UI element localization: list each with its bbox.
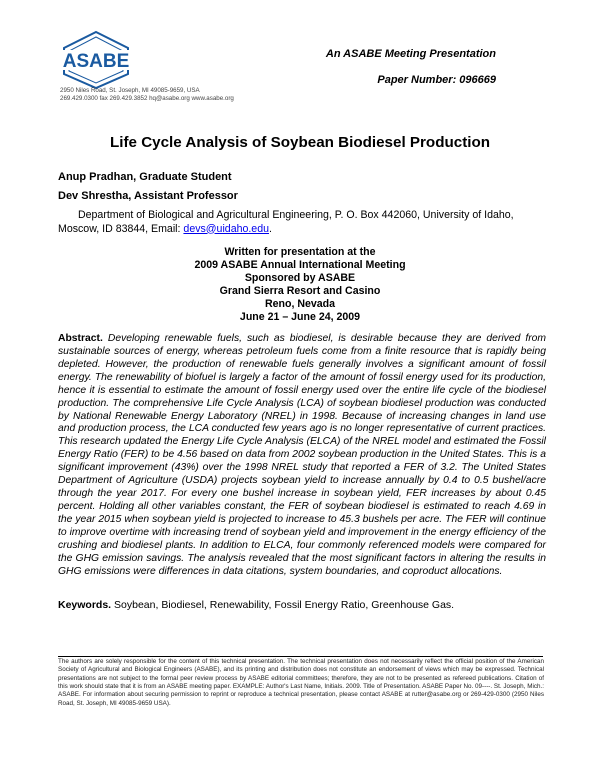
presentation-label: An ASABE Meeting Presentation [325, 48, 496, 60]
author-2: Dev Shrestha, Assistant Professor [58, 190, 238, 202]
abstract [58, 333, 546, 579]
keywords-label: Keywords. [58, 599, 112, 611]
conference-line: Reno, Nevada [264, 298, 336, 310]
footnote-divider [58, 656, 543, 657]
organization-address [60, 87, 280, 104]
address-line-2: 269.429.0300 fax 269.429.3852 hq@asabe.org www.asabe.org [60, 95, 234, 103]
footnote: The authors are solely responsible for the content of this technical presentation. The technical presentation does not necessarily reflect the official position of the American Society of Agricultural and Biological Engineers (ASABE), and its printing and distribution does not constitute an endorsement of views which may be expressed. Technical presentations are not subject to the formal peer review process by ASABE editorial committees; therefore, they are not to be presented as refereed publications. Citation of this work should state that it is from an ASABE meeting paper. EXAMPLE: Author's Last Name, Initials. 2009. Title of Presentation. ASABE Paper No. 09----. St. Joseph, Mich.: ASABE. For information about securing permission to reprint or reproduce a technical presentation, please contact ASABE at rutter@asabe.org or 269-429-0300 (2950 Niles Road, St. Joseph, MI 49085-9659 USA). [58, 658, 544, 707]
conference-line: 2009 ASABE Annual International Meeting [194, 259, 406, 271]
conference-info [0, 246, 600, 324]
affiliation-text: Department of Biological and Agricultural Engineering, P. O. Box 442060, University of Idaho, Moscow, ID 83844, Email: [58, 209, 514, 235]
conference-line: Written for presentation at the [224, 246, 376, 258]
keywords-text: Soybean, Biodiesel, Renewability, Fossil Energy Ratio, Greenhouse Gas. [114, 599, 455, 611]
conference-line: Grand Sierra Resort and Casino [219, 285, 381, 297]
keywords [58, 599, 548, 611]
conference-line: Sponsored by ASABE [244, 272, 356, 284]
paper-title: Life Cycle Analysis of Soybean Biodiesel Production [109, 134, 491, 151]
conference-line: June 21 – June 24, 2009 [239, 311, 361, 323]
affiliation-end: . [268, 222, 272, 235]
logo-text: ASABE [62, 51, 130, 72]
address-line-1: 2950 Niles Road, St. Joseph, MI 49085-9659, USA [60, 87, 200, 94]
author-1: Anup Pradhan, Graduate Student [58, 171, 232, 183]
abstract-text: Developing renewable fuels, such as biodiesel, is desirable because they are derived from sustainable sources of energy, whereas petroleum fuels come from a finite resource that is rapidly being depleted. However, the production of renewable fuels generally involves a significant amount of fossil energy. The renewability of biofuel is largely a factor of the amount of fossil energy used for its production, hence it is essential to estimate the amount of fossil energy used over the entire life cycle of the biodiesel production. The comprehensive Life Cycle Analysis (LCA) of soybean biodiesel production was conducted by National Renewable Energy Laboratory (NREL) in 1998. Because of increasing changes in land use and production process, the LCA conducted few years ago is no longer representative of current practices. This research updated the Energy Life Cycle Analysis (ELCA) of the NREL model and estimated the Fossil Energy Ratio (FER) to be 4.56 based on data from 2002 soybean production in the United States. This is a significant improvement (43%) over the 1998 NREL study that reported a FER of 3.2. The United States Department of Agriculture (USDA) projects soybean yield to increase annually by 0.4 to 0.5 bushel/acre through the year 2017. For every one bushel increase in soybean yield, FER increases by about 0.45 percent. Holding all other variables constant, the FER of soybean biodiesel is estimated to reach 4.69 in the year 2015 when soybean yield is projected to increase to 45.3 bushels per acre. The FER will continue to improve overtime with increasing trend of soybean yield and improvement in the energy efficiency of the crushing and biodiesel plants. In addition to ELCA, four commonly referenced models were compared for the GHG emission savings. The analysis revealed that the most significant factors in altering the results in GHG emissions were differences in data citations, system boundaries, and coproduct allocations. [58, 333, 547, 577]
email-link[interactable]: devs@uidaho.edu [183, 222, 269, 235]
paper-number: Paper Number: 096669 [377, 74, 496, 86]
abstract-label: Abstract. [58, 333, 103, 344]
affiliation [58, 209, 548, 236]
